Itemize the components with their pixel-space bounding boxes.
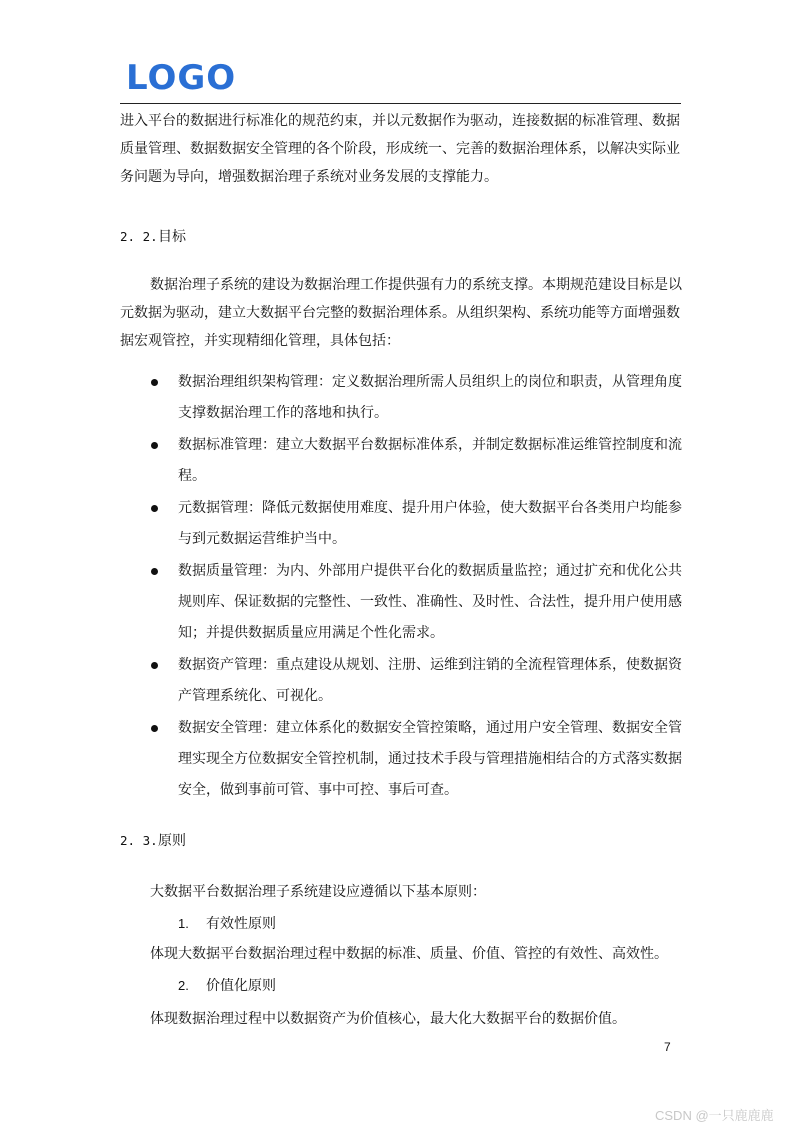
list-item [120, 650, 682, 712]
logo: LOGO [126, 58, 237, 98]
watermark: CSDN @一只鹿鹿鹿 [655, 1108, 774, 1123]
list-item-text: 数据标准管理：建立大数据平台数据标准体系，并制定数据标准运维管控制度和流程。 [178, 437, 682, 484]
bullet-icon [151, 505, 158, 512]
section-number: 2. 2. [120, 229, 158, 244]
principle-item-number: 1. [178, 916, 189, 931]
bullet-icon [151, 442, 158, 449]
bullet-icon [151, 568, 158, 575]
page-number: 7 [664, 1040, 671, 1054]
principle-item-label: 价值化原则 [206, 978, 276, 994]
bullet-icon [151, 725, 158, 732]
list-item-text: 数据治理组织架构管理：定义数据治理所需人员组织上的岗位和职责，从管理角度支撑数据治理工作的落地和执行。 [178, 374, 682, 421]
bullet-icon [151, 379, 158, 386]
list-item-text: 数据安全管理：建立体系化的数据安全管控策略，通过用户安全管理、数据安全管理实现全方位数据安全管控机制，通过技术手段与管理措施相结合的方式落实数据安全，做到事前可管、事中可控、事后可查。 [178, 720, 682, 798]
goal-paragraph: 数据治理子系统的建设为数据治理工作提供强有力的系统支撑。本期规范建设目标是以元数据为驱动，建立大数据平台完整的数据治理体系。从组织架构、系统功能等方面增强数据宏观管控，并实现精细化管理，具体包括： [120, 277, 682, 349]
principle-item-number: 2. [178, 978, 189, 993]
header-divider [120, 103, 681, 104]
goal-bullet-list [120, 367, 682, 807]
principle-item-label: 有效性原则 [206, 916, 276, 932]
principle-item-text: 体现大数据平台数据治理过程中数据的标准、质量、价值、管控的有效性、高效性。 [150, 946, 668, 962]
section-title: 原则 [158, 833, 186, 849]
principle-item-text: 体现数据治理过程中以数据资产为价值核心，最大化大数据平台的数据价值。 [150, 1011, 626, 1027]
list-item-text: 数据资产管理：重点建设从规划、注册、运维到注销的全流程管理体系，使数据资产管理系统化、可视化。 [178, 657, 682, 704]
section-heading-goal [120, 225, 186, 249]
section-number: 2. 3. [120, 833, 158, 848]
section-heading-principle [120, 829, 186, 853]
list-item [120, 430, 682, 492]
list-item [120, 493, 682, 555]
list-item-text: 数据质量管理：为内、外部用户提供平台化的数据质量监控；通过扩充和优化公共规则库、保证数据的完整性、一致性、准确性、及时性、合法性，提升用户使用感知；并提供数据质量应用满足个性化需求。 [178, 563, 682, 641]
principle-item-title [178, 912, 276, 936]
list-item [120, 556, 682, 649]
list-item-text: 元数据管理：降低元数据使用难度、提升用户体验，使大数据平台各类用户均能参与到元数据运营维护当中。 [178, 500, 682, 547]
bullet-icon [151, 662, 158, 669]
list-item [120, 367, 682, 429]
intro-paragraph: 进入平台的数据进行标准化的规范约束，并以元数据作为驱动，连接数据的标准管理、数据质量管理、数据数据安全管理的各个阶段，形成统一、完善的数据治理体系，以解决实际业务问题为导向，增强数据治理子系统对业务发展的支撑能力。 [120, 113, 680, 185]
list-item [120, 713, 682, 806]
principle-item-title [178, 974, 276, 998]
principle-intro: 大数据平台数据治理子系统建设应遵循以下基本原则： [150, 884, 486, 900]
section-title: 目标 [158, 229, 186, 245]
